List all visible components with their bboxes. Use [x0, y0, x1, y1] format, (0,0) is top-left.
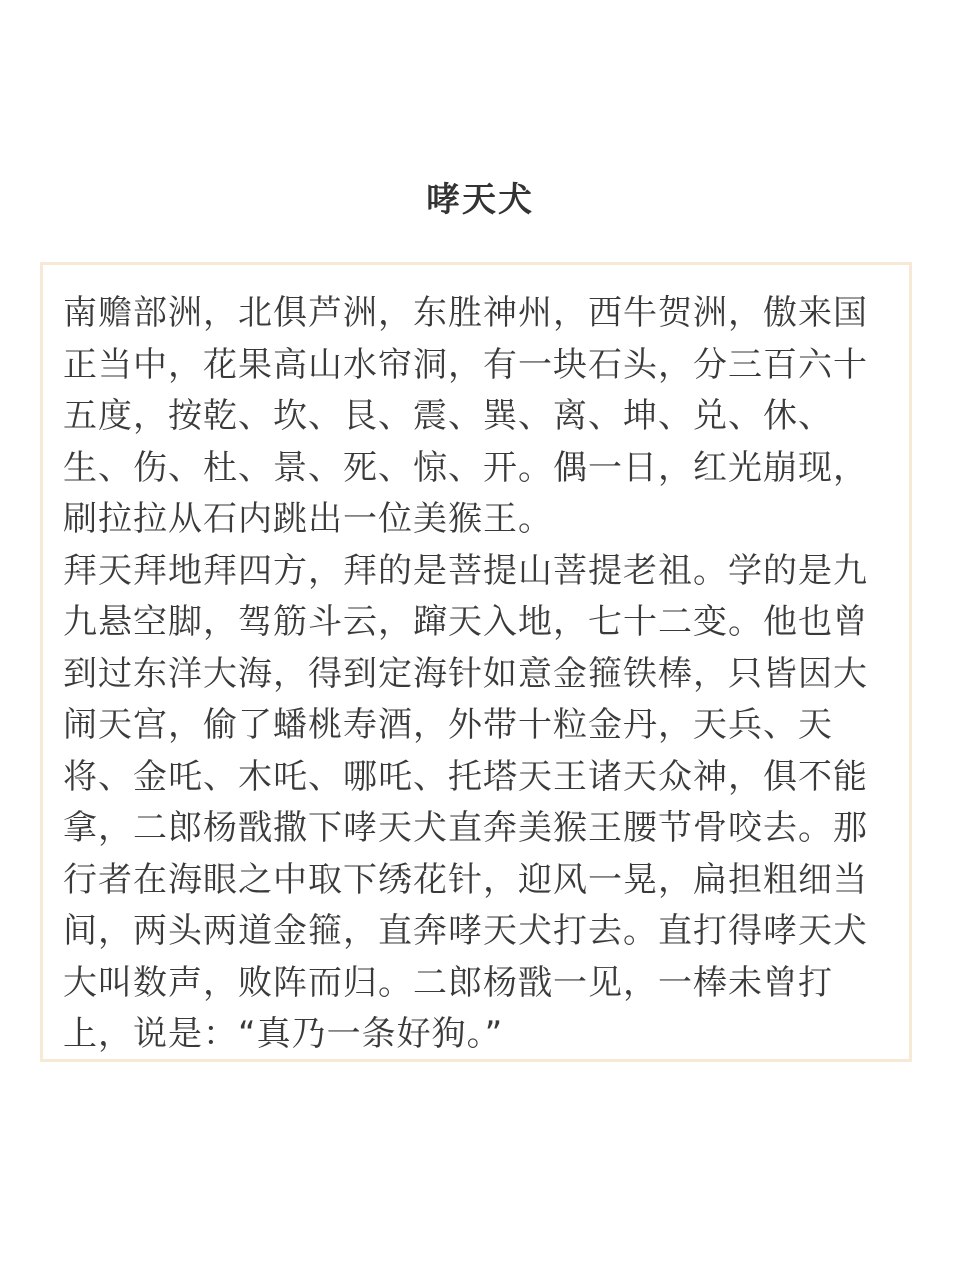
text-line: 九悬空脚，驾筋斗云，蹿天入地，七十二变。他也曾 — [63, 602, 868, 642]
text-line: 闹天宫，偷了蟠桃寿酒，外带十粒金丹，天兵、天 — [63, 705, 833, 745]
text-line: 间，两头两道金箍，直奔哮天犬打去。直打得哮天犬 — [63, 911, 868, 951]
text-line: 南赡部洲，北俱芦洲，东胜神州，西牛贺洲，傲来国 — [63, 293, 868, 333]
paragraph-1 — [63, 288, 883, 546]
paragraph-2 — [63, 546, 883, 1061]
story-body — [63, 288, 883, 1061]
text-line: 将、金吒、木吒、哪吒、托塔天王诸天众神，俱不能 — [63, 756, 868, 797]
text-line: 拿，二郎杨戬撒下哮天犬直奔美猴王腰节骨咬去。那 — [63, 808, 868, 848]
text-line: 上，说是：“真乃一条好狗。” — [63, 1014, 504, 1054]
page-title: 哮天犬 — [426, 180, 534, 220]
text-line: 刷拉拉从石内跳出一位美猴王。 — [63, 499, 553, 539]
text-line: 大叫数声，败阵而归。二郎杨戬一见，一棒未曾打 — [63, 962, 833, 1003]
text-line: 行者在海眼之中取下绣花针，迎风一晃，扁担粗细当 — [63, 859, 868, 900]
text-line: 拜天拜地拜四方，拜的是菩提山菩提老祖。学的是九 — [63, 550, 868, 591]
text-line: 到过东洋大海，得到定海针如意金箍铁棒，只皆因大 — [63, 653, 868, 694]
text-line: 正当中，花果高山水帘洞，有一块石头，分三百六十 — [63, 344, 868, 385]
text-line: 五度，按乾、坎、艮、震、巽、离、坤、兑、休、 — [63, 396, 833, 436]
text-line: 生、伤、杜、景、死、惊、开。偶一日，红光崩现， — [63, 447, 868, 488]
